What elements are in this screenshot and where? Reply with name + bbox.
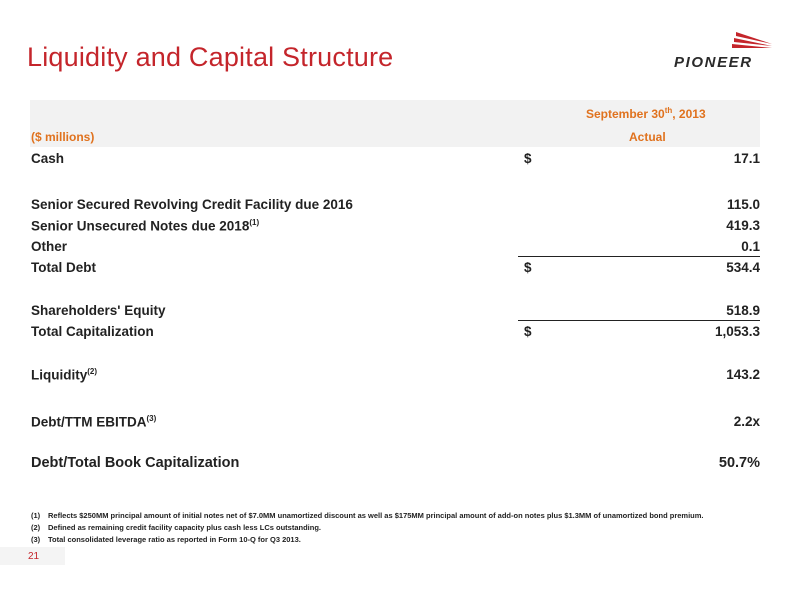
page-number: 21 [28, 551, 40, 562]
row-value: 0.1 [741, 239, 760, 254]
row-currency: $ [524, 324, 532, 339]
row-label: Other [31, 239, 68, 254]
row-value: 50.7% [718, 455, 760, 471]
row-value: 1,053.3 [714, 324, 760, 339]
row-label: Senior Unsecured Notes due 2018$^{(1)}$ [31, 218, 260, 234]
row-currency: $ [524, 260, 532, 275]
table-row-debt-ebitda [31, 414, 760, 432]
row-value: 143.2 [726, 367, 760, 382]
page-title: Liquidity and Capital Structure [27, 42, 394, 72]
row-currency: $ [524, 151, 532, 166]
row-label: Total Debt [31, 260, 96, 275]
row-label: Debt/TTM EBITDA$^{(3)}$ [31, 414, 157, 430]
row-value: 534.4 [726, 260, 760, 275]
row-label: Senior Secured Revolving Credit Facility due 2016 [31, 197, 353, 212]
footnote-1: (1) Reflects $250MM principal amount of initial notes net of $7.0MM unamortized discount as well as $175MM principal amount of add-on notes plus $1.3MM of unamortized bond premium. [31, 511, 704, 520]
row-label: Cash [31, 151, 65, 166]
units-label: ($ millions) [31, 130, 95, 144]
row-label: Debt/Total Book Capitalization [31, 455, 240, 471]
footnote-2: (2) Defined as remaining credit facility capacity plus cash less LCs outstanding. [31, 523, 321, 532]
column-date-heading: September 30th, 2013 [586, 106, 706, 121]
row-value: 17.1 [733, 151, 760, 166]
table-row-cash [31, 151, 760, 169]
table-row-debt-book-cap [31, 455, 760, 473]
table-row-equity [31, 303, 760, 321]
row-label: Total Capitalization [31, 324, 154, 339]
pioneer-logo [674, 30, 778, 76]
row-value: 419.3 [726, 218, 760, 233]
table-row-other [31, 239, 760, 257]
table-row-liquidity [31, 367, 760, 385]
table-row-total-debt [31, 260, 760, 278]
logo-swoosh-icon [730, 30, 774, 56]
subtotal-rule [518, 320, 760, 321]
row-value: 2.2x [733, 414, 760, 429]
row-value: 518.9 [726, 303, 760, 318]
table-row-senior-notes [31, 218, 760, 236]
row-value: 115.0 [726, 197, 760, 212]
row-label: Liquidity$^{(2)}$ [31, 367, 98, 383]
logo-text: PIONEER [674, 54, 753, 71]
row-label: Shareholders' Equity [31, 303, 166, 318]
table-row-revolver [31, 197, 760, 215]
table-row-total-capitalization [31, 324, 760, 342]
column-actual-heading: Actual [629, 130, 666, 144]
footnote-3: (3) Total consolidated leverage ratio as reported in Form 10-Q for Q3 2013. [31, 535, 301, 544]
subtotal-rule [518, 256, 760, 257]
